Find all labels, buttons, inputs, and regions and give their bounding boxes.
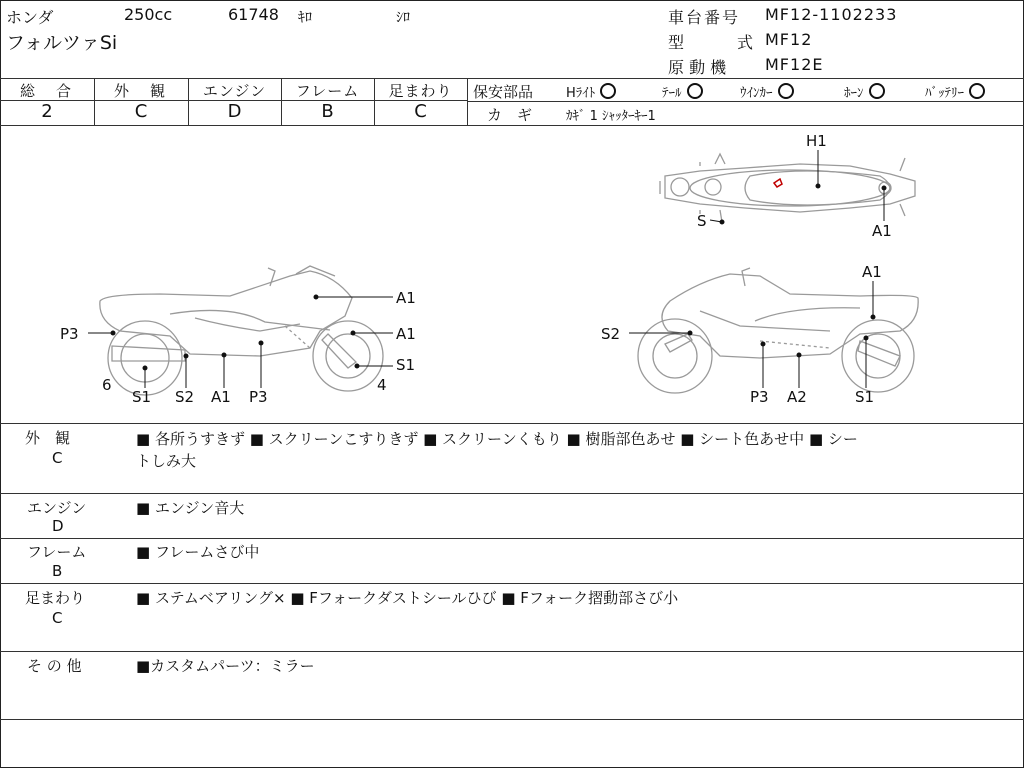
frame-no-label: 車台番号 bbox=[668, 8, 741, 27]
mileage-unit: ｷﾛ bbox=[298, 10, 312, 26]
grade-suspension-value: C bbox=[414, 101, 427, 122]
safety-title: 保安部品 bbox=[473, 83, 534, 101]
left-side-drawing bbox=[100, 266, 383, 395]
remark-exterior-label: 外 観 bbox=[25, 429, 71, 447]
label-left-a1-mid: A1 bbox=[396, 325, 416, 343]
engine-label: 原 動 機 bbox=[668, 58, 727, 77]
remark-frame-label: フレーム bbox=[27, 543, 87, 561]
label-left-s2: S2 bbox=[175, 388, 195, 406]
ok-circle-icon bbox=[969, 83, 985, 99]
frame-no-value: MF12-1102233 bbox=[765, 5, 898, 24]
label-left-s1: S1 bbox=[132, 388, 152, 406]
divider bbox=[467, 101, 1024, 102]
maker: ホンダ bbox=[6, 8, 54, 27]
divider bbox=[0, 651, 1024, 652]
label-s-top: S bbox=[697, 212, 707, 230]
label-left-p3-rear: P3 bbox=[60, 325, 79, 343]
engine-value: MF12E bbox=[765, 55, 824, 74]
label-left-4: 4 bbox=[377, 376, 387, 394]
divider bbox=[467, 78, 468, 125]
ok-circle-icon bbox=[778, 83, 794, 99]
label-right-p3: P3 bbox=[750, 388, 769, 406]
safety-item-label: ﾎｰﾝ bbox=[844, 86, 864, 101]
safety-item-headlight bbox=[566, 82, 616, 101]
model-name: フォルツァSi bbox=[6, 32, 118, 54]
divider bbox=[0, 719, 1024, 720]
divider bbox=[0, 538, 1024, 539]
key-label: カ ギ bbox=[487, 106, 533, 124]
label-h1: H1 bbox=[806, 132, 827, 150]
remark-suspension-label: 足まわり bbox=[25, 589, 86, 607]
grade-total-value: 2 bbox=[41, 101, 53, 122]
remark-frame-grade: B bbox=[52, 562, 63, 580]
grade-frame-label: フレーム bbox=[295, 82, 360, 100]
safety-item-label: ｳｲﾝｶｰ bbox=[740, 86, 773, 101]
safety-item-tail bbox=[662, 82, 703, 101]
safety-item-label: Hﾗｲﾄ bbox=[566, 86, 596, 101]
safety-item-winker bbox=[740, 82, 794, 101]
grade-engine-label: エンジン bbox=[202, 82, 267, 100]
label-a1-top: A1 bbox=[872, 222, 892, 240]
type-label-1: 型 bbox=[668, 33, 685, 52]
remark-other-label: そ の 他 bbox=[27, 657, 82, 675]
ok-circle-icon bbox=[687, 83, 703, 99]
remark-suspension-grade: C bbox=[52, 609, 63, 627]
grade-exterior-value: C bbox=[134, 101, 148, 122]
remark-engine-grade: D bbox=[52, 517, 64, 535]
safety-item-label: ﾃｰﾙ bbox=[662, 86, 682, 101]
label-left-s1-front: S1 bbox=[396, 356, 416, 374]
remark-frame-line1: ■ フレームさび中 bbox=[136, 543, 260, 561]
grade-engine-value: D bbox=[227, 101, 242, 122]
ok-circle-icon bbox=[600, 83, 616, 99]
remark-exterior-line1: ■ 各所うすきず ■ スクリーンこすりきず ■ スクリーンくもり ■ 樹脂部色あせ ■ シート色あせ中 ■ シー bbox=[136, 430, 858, 448]
label-right-a2: A2 bbox=[787, 388, 807, 406]
grade-frame-value: B bbox=[321, 101, 334, 122]
label-left-6: 6 bbox=[102, 376, 112, 394]
damage-mark bbox=[774, 179, 782, 187]
key-value: ｶｷﾞ 1 ｼｬｯﾀｰｷｰ1 bbox=[566, 109, 656, 124]
divider bbox=[0, 423, 1024, 424]
label-left-a1-upper: A1 bbox=[396, 289, 416, 307]
label-left-a1: A1 bbox=[211, 388, 231, 406]
remark-suspension-line1: ■ ステムベアリング× ■ Fフォークダストシールひび ■ Fフォーク摺動部さび小 bbox=[136, 589, 679, 607]
safety-item-battery bbox=[925, 82, 985, 101]
right-side-drawing bbox=[638, 268, 918, 393]
mileage: 61748 bbox=[228, 5, 279, 24]
type-value: MF12 bbox=[765, 30, 813, 49]
color-value: ｼﾛ bbox=[396, 10, 410, 26]
grade-exterior-label: 外 観 bbox=[113, 82, 168, 100]
label-right-a1: A1 bbox=[862, 263, 882, 281]
remark-engine-line1: ■ エンジン音大 bbox=[136, 499, 245, 517]
remark-engine-label: エンジン bbox=[27, 499, 87, 517]
safety-item-horn bbox=[844, 82, 885, 101]
displacement: 250cc bbox=[124, 5, 173, 24]
remark-exterior-line2: トしみ大 bbox=[136, 452, 197, 470]
grade-suspension-label: 足まわり bbox=[388, 82, 453, 100]
ok-circle-icon bbox=[869, 83, 885, 99]
divider bbox=[0, 493, 1024, 494]
grade-total-label: 総 合 bbox=[19, 82, 74, 100]
type-label-2: 式 bbox=[737, 33, 754, 52]
label-right-s1: S1 bbox=[855, 388, 875, 406]
remark-exterior-grade: C bbox=[52, 449, 63, 467]
motorcycle-diagram bbox=[0, 126, 1024, 422]
label-right-s2: S2 bbox=[601, 325, 621, 343]
divider bbox=[0, 78, 1024, 79]
safety-item-label: ﾊﾞｯﾃﾘｰ bbox=[925, 86, 964, 101]
label-left-p3: P3 bbox=[249, 388, 268, 406]
remark-other-line1: ■カスタムパーツ：ミラー bbox=[136, 657, 315, 675]
divider bbox=[0, 583, 1024, 584]
